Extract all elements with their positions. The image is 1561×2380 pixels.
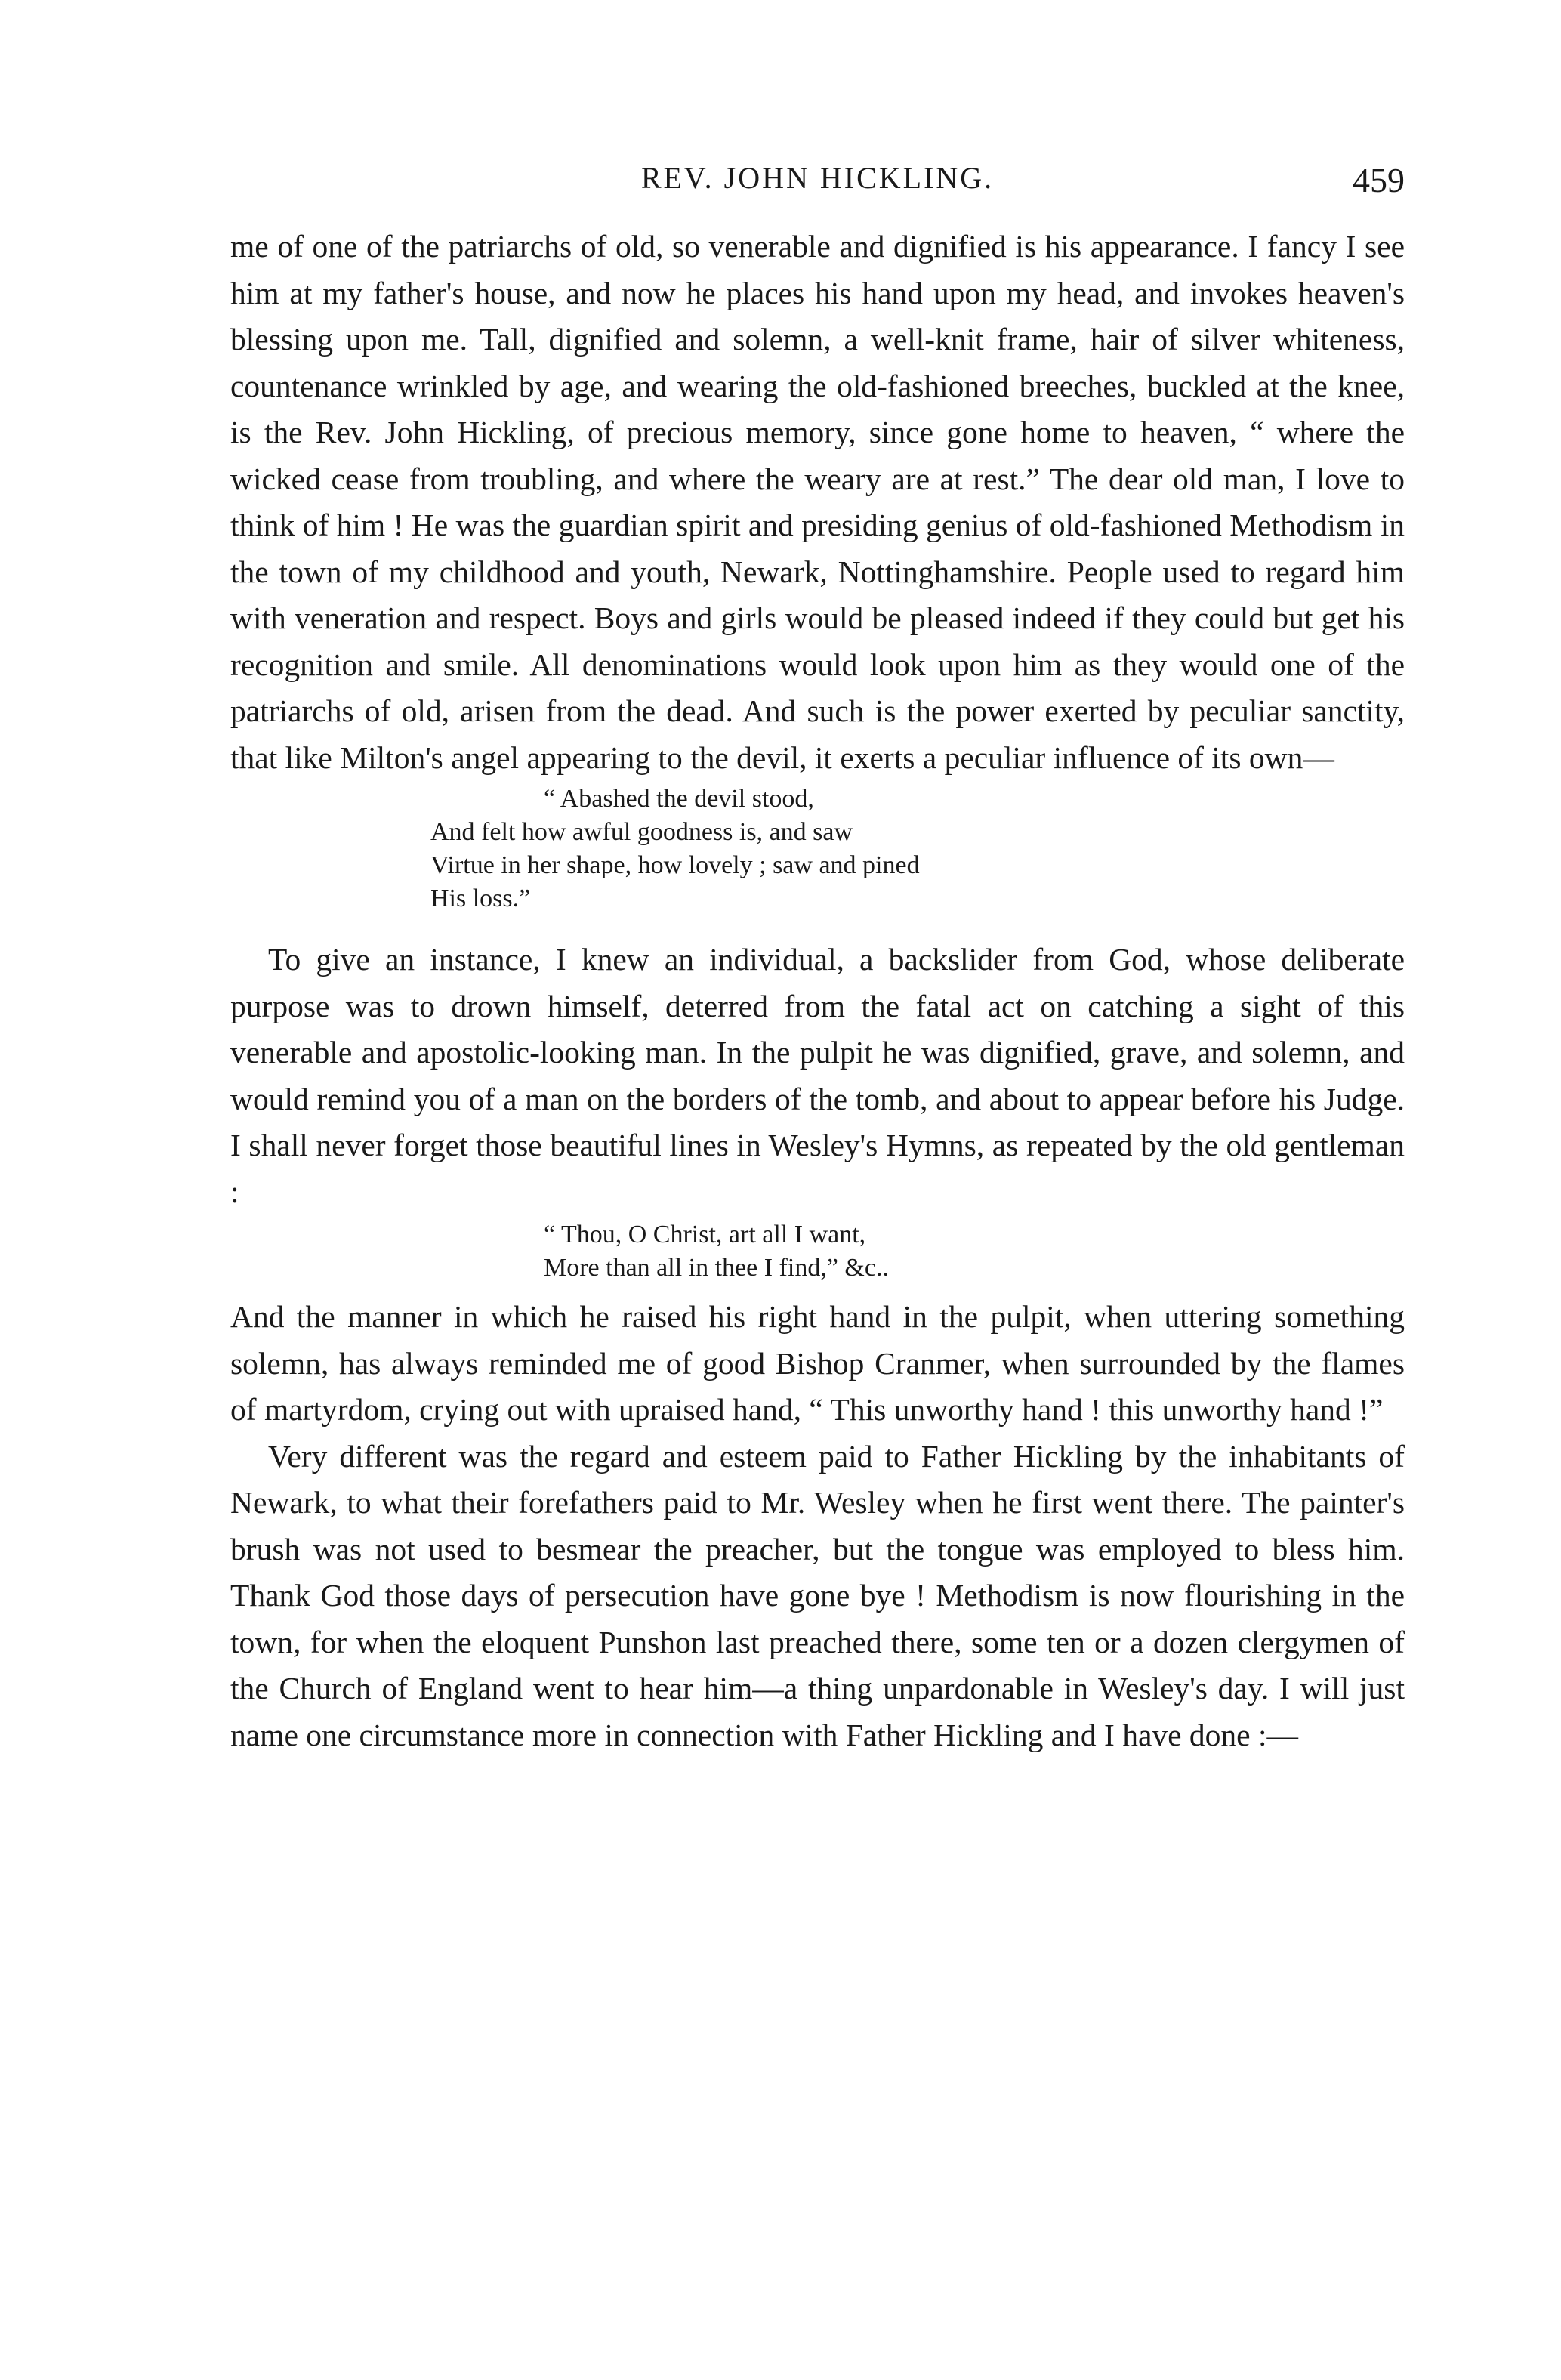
running-header xyxy=(230,160,1405,205)
verse-line: Virtue in her shape, how lovely ; saw and pined xyxy=(430,851,920,879)
paragraph-instance: To give an instance, I knew an individual, a backslider from God, whose deliberate purpose was to drown himself, deterred from the fatal act on catching a sight of this venerable and apostolic-looking man. In the pulpit he was dignified, grave, and solemn, and would remind you of a man on the borders of the tomb, and about to appear before his Judge. I shall never forget those beautiful lines in Wesley's Hymns, as repeated by the old gentleman : xyxy=(230,942,1405,1209)
verse-line: “ Thou, O Christ, art all I want, xyxy=(544,1221,866,1249)
paragraph-patriarch-description: me of one of the patriarchs of old, so venerable and dignified is his appearance. I fancy I see him at my father's house, and now he places his hand upon my head, and invokes heaven's blessing upon me. Tall, dignified and solemn, a well-knit frame, hair of silver whiteness, countenance wrinkled by age, and wearing the old-fashioned breeches, buckled at the knee, is the Rev. John Hickling, of precious memory, since gone home to heaven, “ where the wicked cease from troubling, and where the weary are at rest.” The dear old man, I love to think of him ! He was the guardian spirit and presiding genius of old-fashioned Methodism in the town of my childhood and youth, Newark, Nottinghamshire. People used to regard him with veneration and respect. Boys and girls would be pleased indeed if they could but get his recognition and smile. All denominations would look upon him as they would one of the patriarchs of old, arisen from the dead. And such is the power exerted by peculiar sanctity, that like Milton's angel appearing to the devil, it exerts a peculiar influence of its own— xyxy=(230,229,1405,775)
milton-quotation xyxy=(230,783,1405,915)
paragraph-newark-regard: Very different was the regard and esteem paid to Father Hickling by the inhabitants of Newark, to what their forefathers paid to Mr. Wesley when he first went there. The painter's brush was not used to besmear the preacher, but the tongue was employed to bless him. Thank God those days of persecution have gone bye ! Methodism is now flourishing in the town, for when the eloquent Punshon last preached there, some ten or a dozen clergymen of the Church of England went to hear him—a thing unpardonable in Wesley's day. I will just name one circumstance more in connection with Father Hickling and I have done :— xyxy=(230,1438,1405,1752)
running-title: REV. JOHN HICKLING. xyxy=(640,161,995,195)
verse-line: More than all in thee I find,” &c.. xyxy=(544,1254,889,1282)
page-body xyxy=(230,224,1405,1758)
wesley-hymn-quotation xyxy=(230,1218,1405,1285)
verse-line: His loss.” xyxy=(430,884,531,912)
verse-line: “ Abashed the devil stood, xyxy=(544,785,814,813)
page-number: 459 xyxy=(1353,161,1405,199)
verse-line: And felt how awful goodness is, and saw xyxy=(430,818,853,846)
paragraph-raised-hand: And the manner in which he raised his right hand in the pulpit, when uttering something solemn, has always reminded me of good Bishop Cranmer, when surrounded by the flames of martyrdom, crying out with upraised hand, “ This unworthy hand ! this unworthy hand !” xyxy=(230,1299,1405,1427)
